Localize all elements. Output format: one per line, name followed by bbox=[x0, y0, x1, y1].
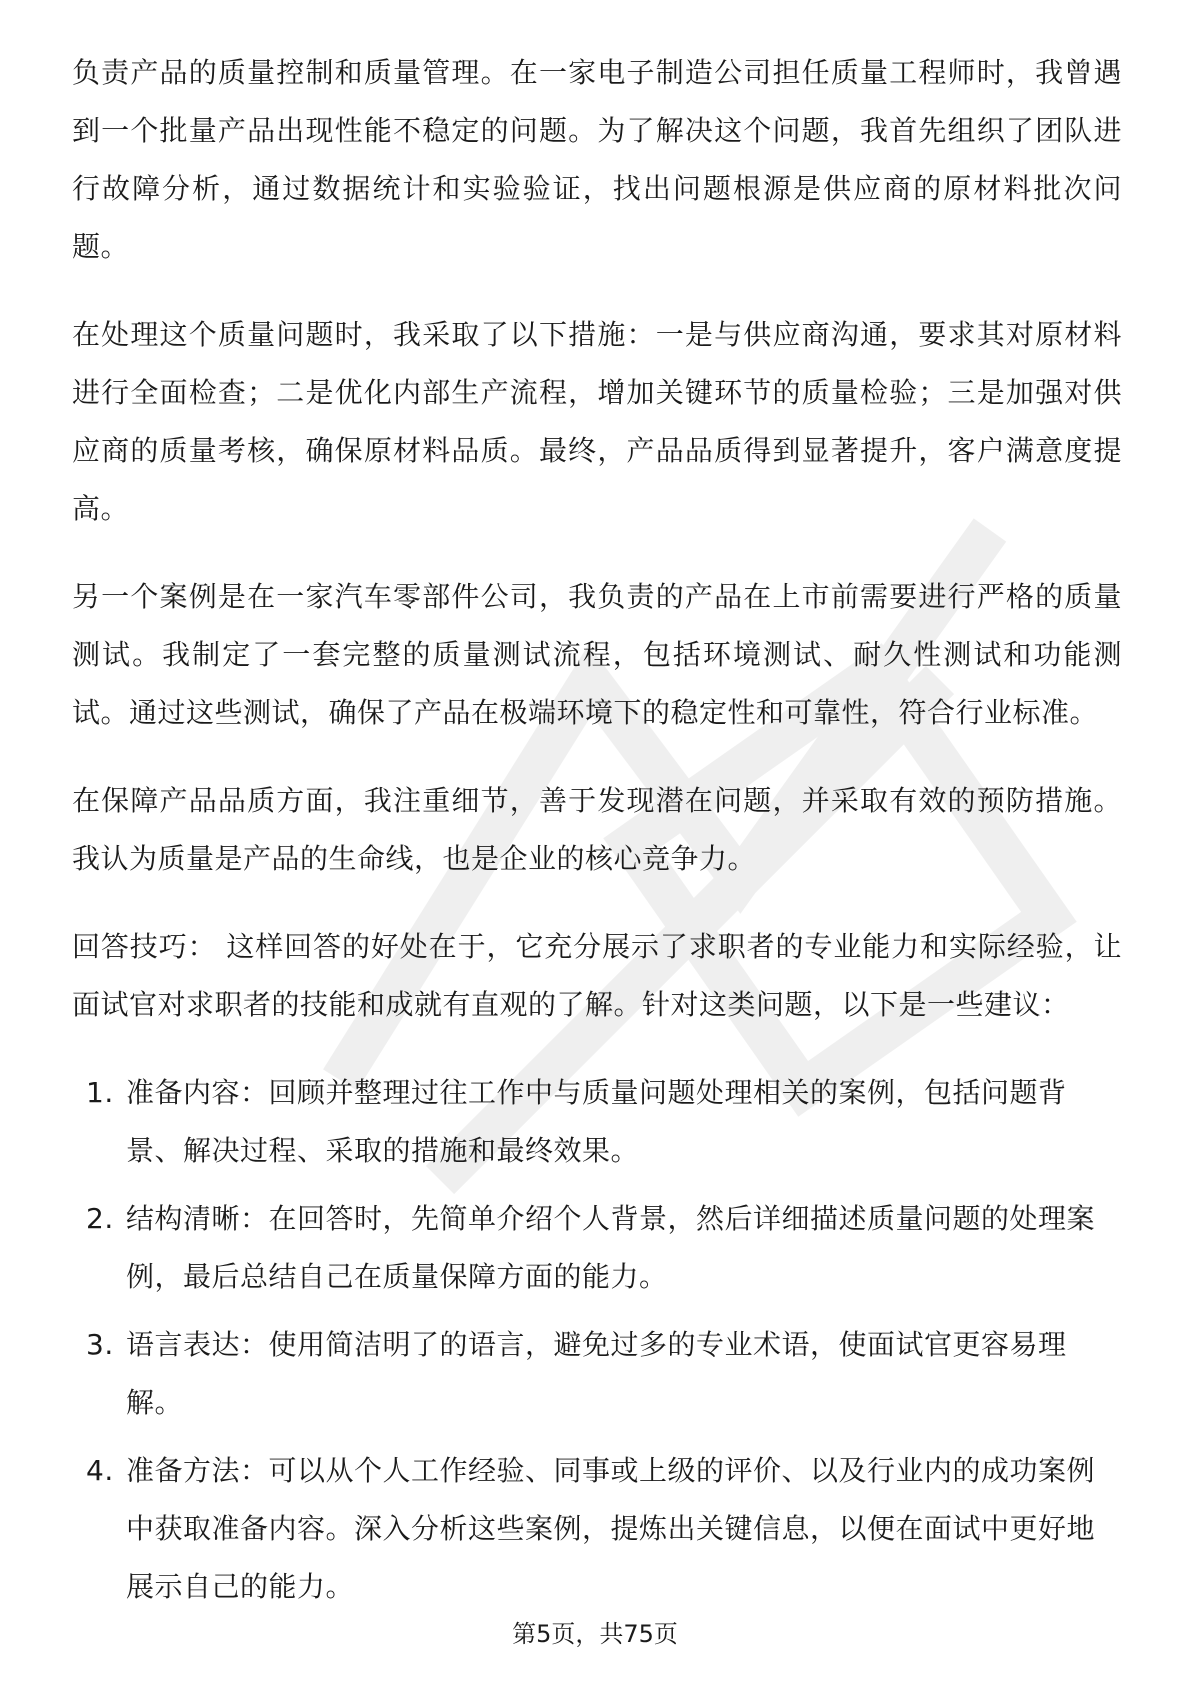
tips-list bbox=[72, 1064, 1122, 1616]
list-item-text: 语言表达：使用简洁明了的语言，避免过多的专业术语，使面试官更容易理解。 bbox=[126, 1328, 1067, 1419]
paragraph: 负责产品的质量控制和质量管理。在一家电子制造公司担任质量工程师时，我曾遇到一个批量产品出现性能不稳定的问题。为了解决这个问题，我首先组织了团队进行故障分析，通过数据统计和实验验证，找出问题根源是供应商的原材料批次问题。 bbox=[72, 56, 1122, 263]
list-number: 1. bbox=[86, 1076, 114, 1109]
page-number: 第5页，共75页 bbox=[512, 1620, 678, 1648]
list-item-text: 准备内容：回顾并整理过往工作中与质量问题处理相关的案例，包括问题背景、解决过程、采取的措施和最终效果。 bbox=[126, 1076, 1067, 1167]
list-number: 4. bbox=[86, 1454, 114, 1487]
list-item-text: 结构清晰：在回答时，先简单介绍个人背景，然后详细描述质量问题的处理案例，最后总结自己在质量保障方面的能力。 bbox=[126, 1202, 1096, 1293]
document-body bbox=[72, 44, 1122, 1626]
paragraph: 在保障产品品质方面，我注重细节，善于发现潜在问题，并采取有效的预防措施。我认为质量是产品的生命线，也是企业的核心竞争力。 bbox=[72, 784, 1122, 875]
list-number: 2. bbox=[86, 1202, 114, 1235]
paragraph: 在处理这个质量问题时，我采取了以下措施：一是与供应商沟通，要求其对原材料进行全面检查；二是优化内部生产流程，增加关键环节的质量检验；三是加强对供应商的质量考核，确保原材料品质。最终，产品品质得到显著提升，客户满意度提高。 bbox=[72, 318, 1122, 525]
answer-tips-intro: 回答技巧： 这样回答的好处在于，它充分展示了求职者的专业能力和实际经验，让面试官对求职者的技能和成就有直观的了解。针对这类问题，以下是一些建议： bbox=[72, 930, 1122, 1021]
list-item-text: 准备方法：可以从个人工作经验、同事或上级的评价、以及行业内的成功案例中获取准备内容。深入分析这些案例，提炼出关键信息，以便在面试中更好地展示自己的能力。 bbox=[126, 1454, 1096, 1603]
list-item bbox=[72, 1064, 1122, 1180]
list-number: 3. bbox=[86, 1328, 114, 1361]
list-item bbox=[72, 1190, 1122, 1306]
list-item bbox=[72, 1442, 1122, 1616]
list-item bbox=[72, 1316, 1122, 1432]
paragraph: 另一个案例是在一家汽车零部件公司，我负责的产品在上市前需要进行严格的质量测试。我制定了一套完整的质量测试流程，包括环境测试、耐久性测试和功能测试。通过这些测试，确保了产品在极端环境下的稳定性和可靠性，符合行业标准。 bbox=[72, 580, 1122, 729]
